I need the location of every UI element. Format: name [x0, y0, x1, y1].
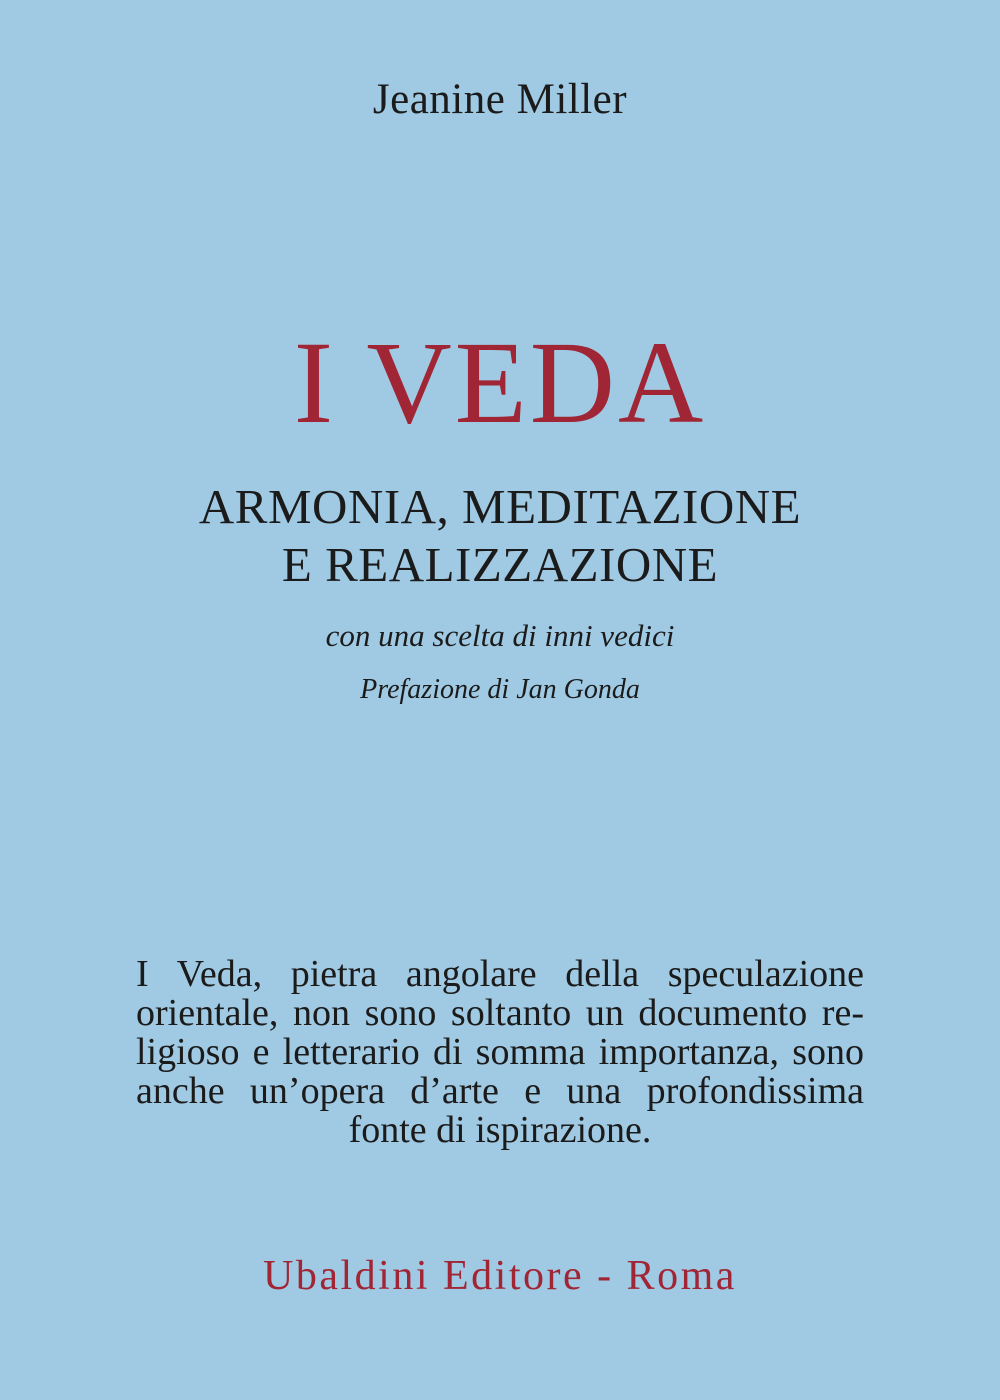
publisher-imprint: Ubaldini Editore - Roma	[263, 1253, 737, 1299]
preface-credit: Prefazione di Jan Gonda	[360, 674, 640, 705]
author-name: Jeanine Miller	[372, 76, 628, 123]
subtitle-line-1: ARMONIA, MEDITAZIONE	[198, 479, 802, 534]
cover-blurb: I Veda, pietra angolare della speculazione orientale, non sono soltanto un documento religioso e letterario di somma importanza, sono anche un’opera d’arte e una profondissima fonte di ispirazione.	[136, 953, 864, 1151]
book-subtitle	[0, 478, 1000, 594]
tagline: con una scelta di inni vedici	[325, 618, 675, 653]
subtitle-line-2: E REALIZZAZIONE	[281, 537, 719, 592]
book-title: I VEDA	[293, 317, 707, 448]
